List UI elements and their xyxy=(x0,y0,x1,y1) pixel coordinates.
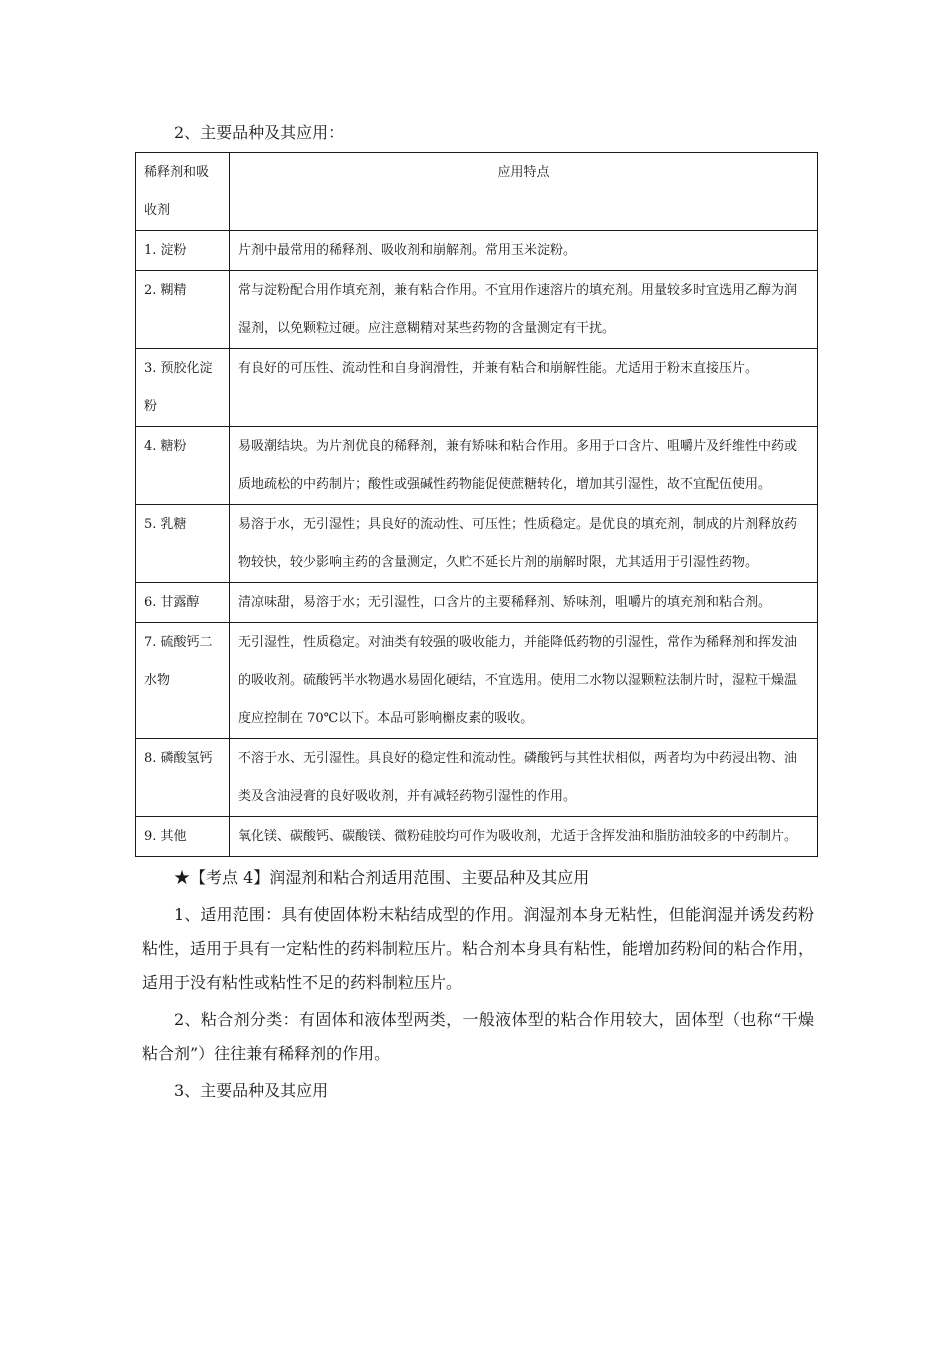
paragraph-varieties: 3、主要品种及其应用 xyxy=(174,1081,329,1100)
table-row xyxy=(136,427,818,505)
row-name: 3. 预胶化淀粉 xyxy=(136,349,230,427)
row-name: 4. 糖粉 xyxy=(136,427,230,505)
row-name: 5. 乳糖 xyxy=(136,505,230,583)
row-name: 1. 淀粉 xyxy=(136,231,230,271)
row-desc: 片剂中最常用的稀释剂、吸收剂和崩解剂。常用玉米淀粉。 xyxy=(230,231,818,271)
row-desc: 氧化镁、碳酸钙、碳酸镁、微粉硅胶均可作为吸收剂，尤适于含挥发油和脂肪油较多的中药制片。 xyxy=(230,817,818,857)
table-row xyxy=(136,271,818,349)
paragraph-classification: 2、粘合剂分类：有固体和液体型两类，一般液体型的粘合作用较大，固体型（也称“干燥粘合剂”）往往兼有稀释剂的作用。 xyxy=(142,1010,814,1063)
paragraph-scope: 1、适用范围：具有使固体粉末粘结成型的作用。润湿剂本身无粘性，但能润湿并诱发药粉粘性，适用于具有一定粘性的药料制粒压片。粘合剂本身具有粘性，能增加药粉间的粘合作用，适用于没有粘性或粘性不足的药料制粒压片。 xyxy=(142,905,815,992)
table-row xyxy=(136,739,818,817)
header-diluent: 稀释剂和吸收剂 xyxy=(136,153,230,231)
body-text xyxy=(142,861,814,1111)
diluent-table xyxy=(135,152,818,857)
row-desc: 常与淀粉配合用作填充剂，兼有粘合作用。不宜用作速溶片的填充剂。用量较多时宜选用乙醇为润湿剂，以免颗粒过硬。应注意糊精对某些药物的含量测定有干扰。 xyxy=(230,271,818,349)
table-row xyxy=(136,583,818,623)
row-name: 9. 其他 xyxy=(136,817,230,857)
row-desc: 易溶于水，无引湿性；具良好的流动性、可压性；性质稳定。是优良的填充剂，制成的片剂释放药物较快，较少影响主药的含量测定，久贮不延长片剂的崩解时限，尤其适用于引湿性药物。 xyxy=(230,505,818,583)
row-desc: 有良好的可压性、流动性和自身润滑性，并兼有粘合和崩解性能。尤适用于粉末直接压片。 xyxy=(230,349,818,427)
row-name: 8. 磷酸氢钙 xyxy=(136,739,230,817)
row-desc: 清凉味甜，易溶于水；无引湿性，口含片的主要稀释剂、矫味剂，咀嚼片的填充剂和粘合剂。 xyxy=(230,583,818,623)
row-name: 2. 糊精 xyxy=(136,271,230,349)
section-title: ★【考点 4】润湿剂和粘合剂适用范围、主要品种及其应用 xyxy=(174,868,590,887)
row-desc: 不溶于水、无引湿性。具良好的稳定性和流动性。磷酸钙与其性状相似，两者均为中药浸出物、油类及含油浸膏的良好吸收剂，并有减轻药物引湿性的作用。 xyxy=(230,739,818,817)
row-name: 6. 甘露醇 xyxy=(136,583,230,623)
table-row xyxy=(136,623,818,739)
section-heading: 2、主要品种及其应用： xyxy=(174,123,345,142)
row-name: 7. 硫酸钙二水物 xyxy=(136,623,230,739)
table-header-row xyxy=(136,153,818,231)
table-row xyxy=(136,231,818,271)
row-desc: 易吸潮结块。为片剂优良的稀释剂，兼有矫味和粘合作用。多用于口含片、咀嚼片及纤维性中药或质地疏松的中药制片；酸性或强碱性药物能促使蔗糖转化，增加其引湿性，故不宜配伍使用。 xyxy=(230,427,818,505)
row-desc: 无引湿性，性质稳定。对油类有较强的吸收能力，并能降低药物的引湿性，常作为稀释剂和挥发油的吸收剂。硫酸钙半水物遇水易固化硬结，不宜选用。使用二水物以湿颗粒法制片时，湿粒干燥温度应控制在 70℃以下。本品可影响槲皮素的吸收。 xyxy=(230,623,818,739)
header-application: 应用特点 xyxy=(230,153,818,231)
table-row xyxy=(136,505,818,583)
table-row xyxy=(136,817,818,857)
table-row xyxy=(136,349,818,427)
